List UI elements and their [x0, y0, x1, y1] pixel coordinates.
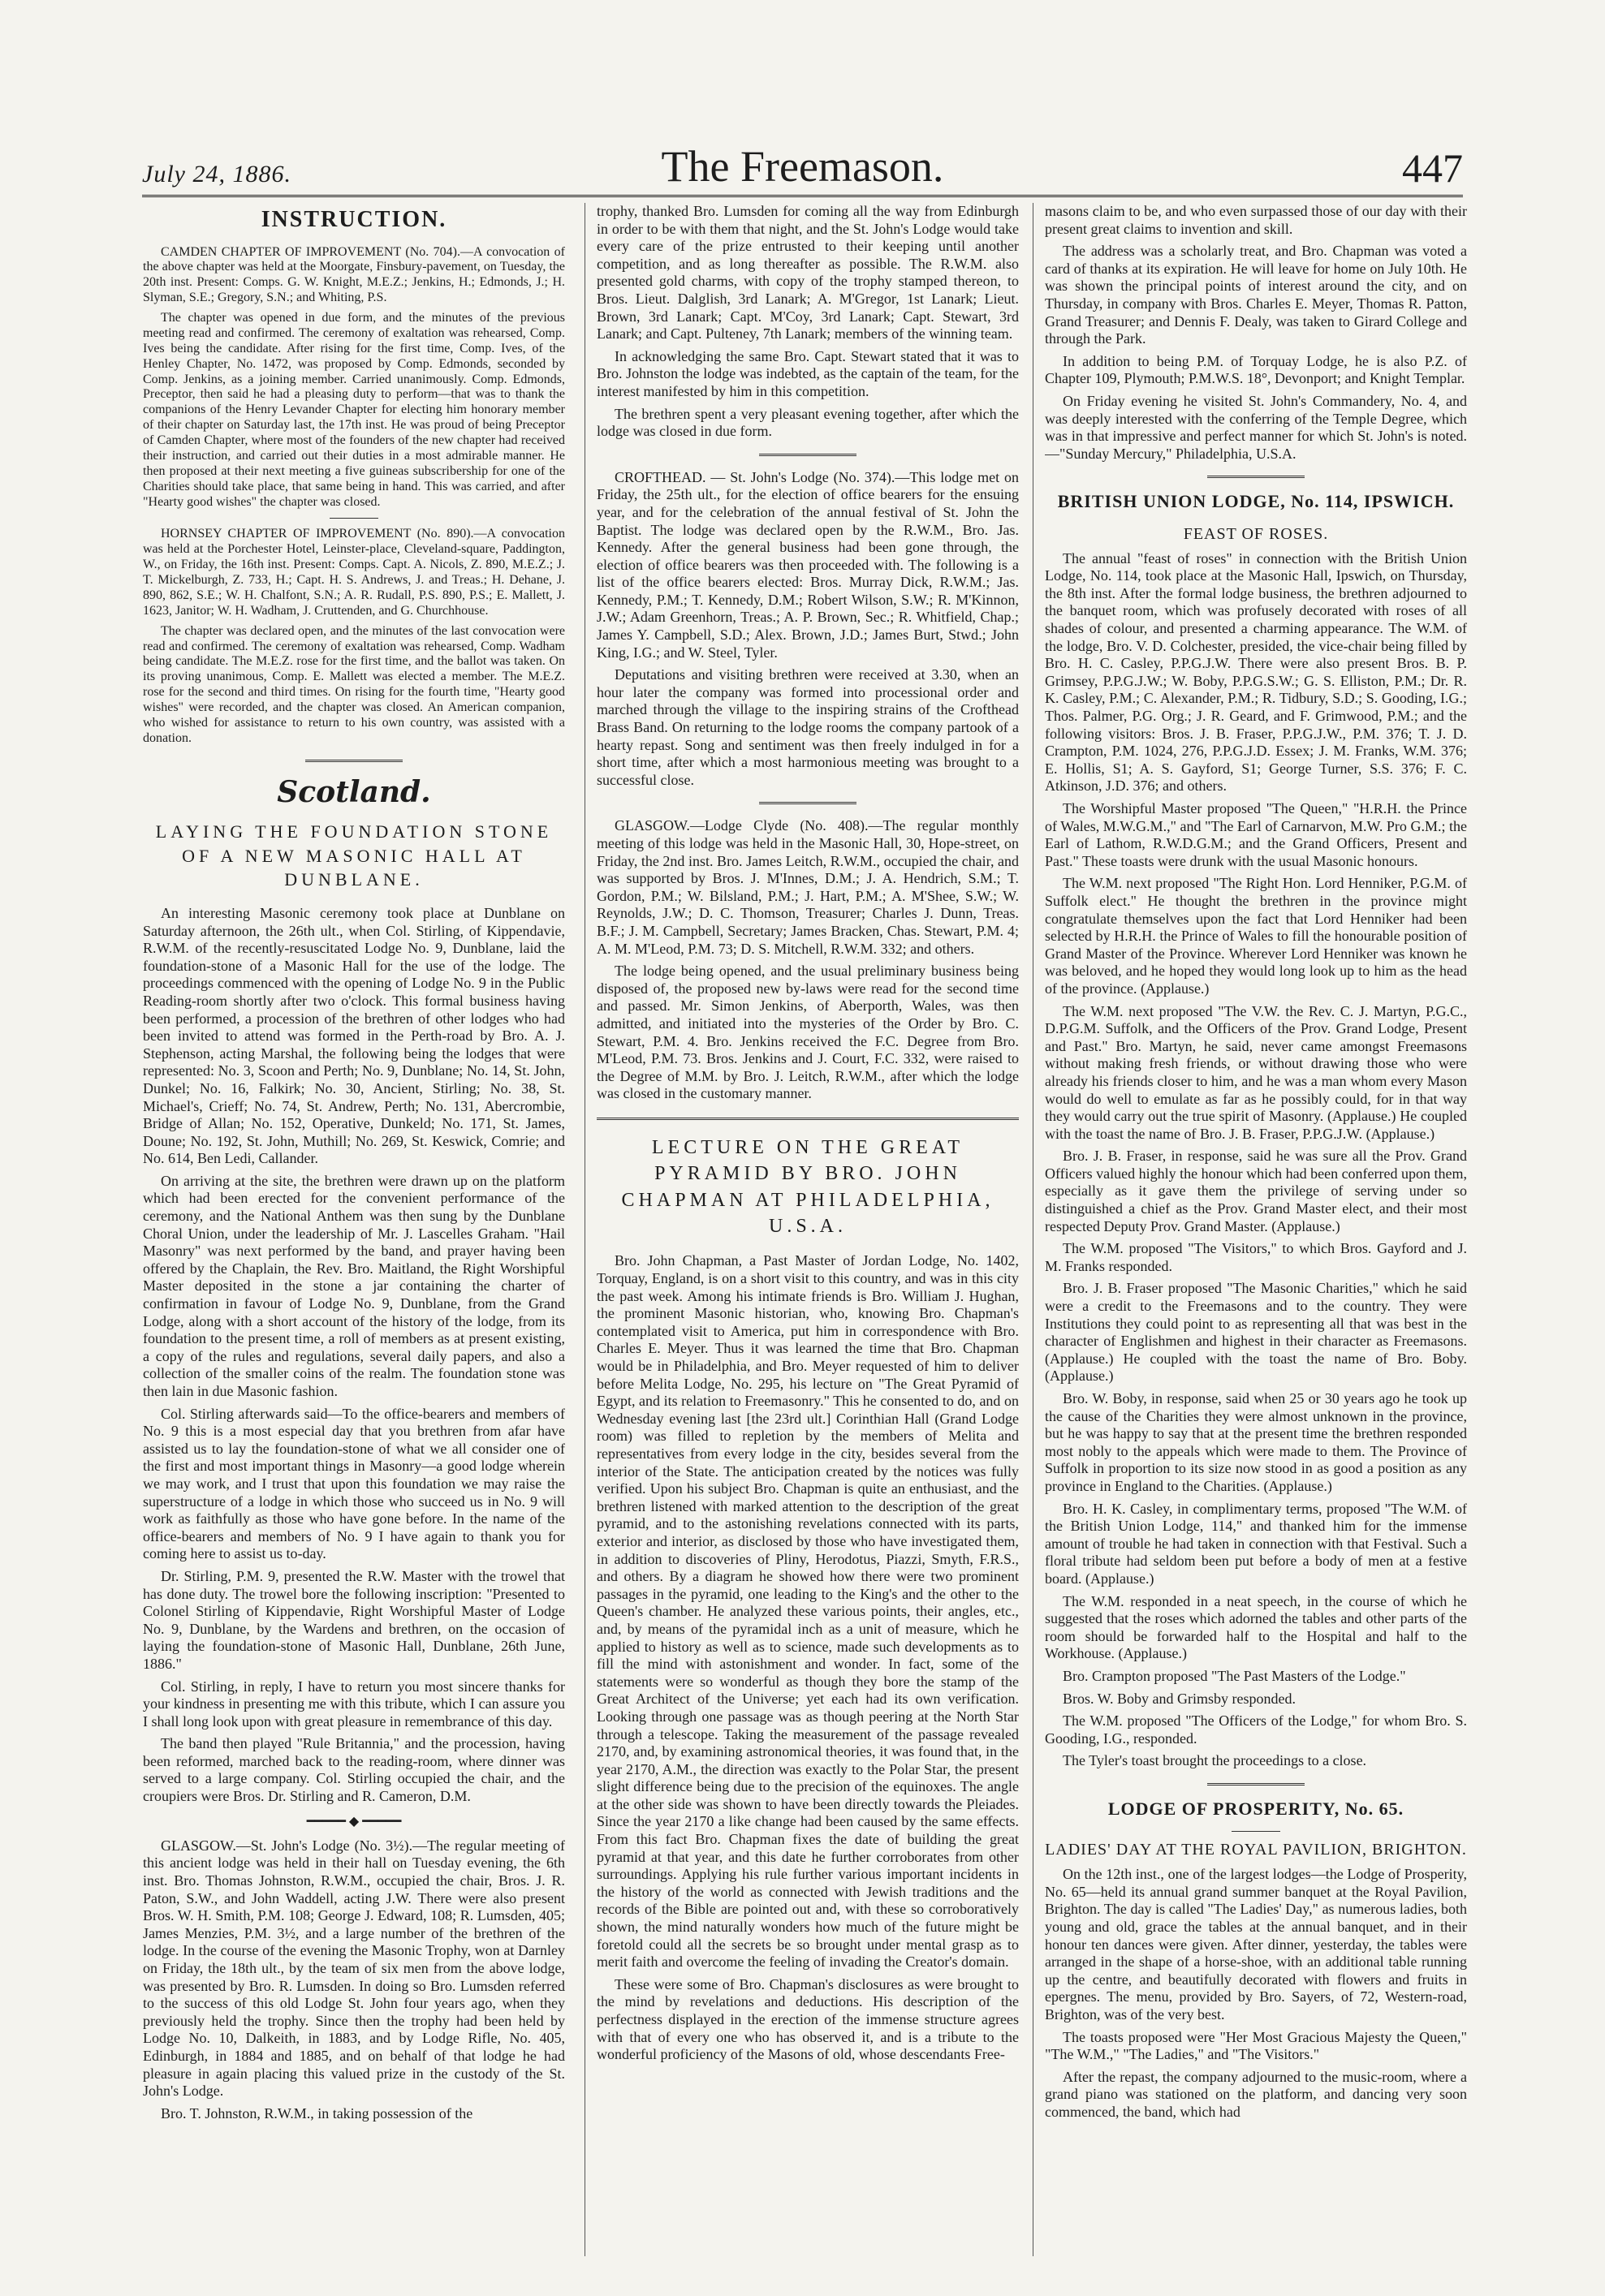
lecture-paragraph: Bro. John Chapman, a Past Master of Jordan Lodge, No. 1402, Torquay, England, is on a short visit to this country, and was in this city the past week. Among his intimate friends is Bro. William J. Hughan, the prominent Masonic historian, who, knowing Bro. Chapman's contemplated visit to America, put him in correspondence with Bro. Charles E. Meyer. Thus it was learned the time that Bro. Chapman would be in Philadelphia, and Bro. Meyer requested of him to deliver before Melita Lodge, No. 295, his lecture on "The Great Pyramid of Egypt, and its relation to Freemasonry." This he consented to do, and on Wednesday evening last [the 23rd ult.] Corinthian Hall (Grand Lodge room) was filled to repletion by the members of Melita and representatives from every lodge in the city, besides several from the interior of the State. The anticipation created by the notices was fully verified. Upon his subject Bro. Chapman is quite an enthusiast, and the brethren listened with marked attention to the description of the great pyramid, and to the astonishing revelations connected with its parts, exterior and interior, as disclosed by those who have investigated them, in addition to discoveries of Pliny, Herodotus, Piazzi, Smyth, F.R.S., and others. By a diagram he showed how there were two prominent passages in the pyramid, one leading to the King's and the other to the Queen's chamber. He analyzed these various points, their angles, etc., and, by means of the pyramidal inch as a unit of measure, which he applied to history as well as to science, made such developments as to fill the mind with astonishment and wonder. In fact, some of the statements were so wonderful as though they bore the stamp of the Great Architect of the Universe; yet each had its own verification. Looking through one passage was as though peering at the North Star through a telescope. Taking the measurement of the passage revealed 2170, and, by examining astronomical theories, it was found that, in the year 2170, A.M., the direction was exactly to the Polar Star, the present slight difference being due to the precision of the equinoxes. The angle at the other side was shown to have been directly towards the Pleiades. Since the year 2170 a like change had been caused by the same effects. From this fact Bro. Chapman fixes the date of building the great pyramid at that year, and this date he further corroborates from other surroundings. Applying his rule further various important incidents in the history of the world as connected with Jewish traditions and the records of the Bible are pointed out and, with these so corroboratively shown, the mind naturally wonders how much of the future might be foretold could all the secrets be so brought under mental grasp as to merit faith and overcome the feeling of invading the Creator's domain.: [597, 1252, 1019, 1971]
prosperity-paragraph: The toasts proposed were "Her Most Gracious Majesty the Queen," "The W.M.," "The Ladies," and "The Visitors.": [1045, 2028, 1467, 2063]
dunblane-paragraph: Dr. Stirling, P.M. 9, presented the R.W. Master with the trowel that has done duty. The trowel bore the following inscription: "Presented to Colonel Stirling of Kippendavie, Right Worshipful Master of Lodge No. 9, Dunblane, by the Wardens and brethren, on the occasion of laying the foundation-stone of Masonic Hall, Dunblane, 26th June, 1886.": [143, 1567, 565, 1672]
lecture-continued: In addition to being P.M. of Torquay Lodge, he is also P.Z. of Chapter 109, Plymouth; P.M.W.S. 18°, Devonport; and Knight Templar.: [1045, 352, 1467, 387]
page-number: 447: [1402, 145, 1463, 191]
issue-date: July 24, 1886.: [142, 161, 291, 187]
masthead: [142, 138, 1463, 197]
trophy-paragraph: trophy, thanked Bro. Lumsden for coming all the way from Edinburgh in order to be with them that night, and the St. John's Lodge would take every care of the prize entrusted to their keeping until another competition, and as long thereafter as possible. The R.W.M. also presented gold charms, with copy of the trophy stamped thereon, to Bros. Lieut. Dalglish, 3rd Lanark; A. M'Gregor, 1st Lanark; Lieut. Brown, 3rd Lanark; Capt. M'Coy, 3rd Lanark; Capt. Stewart, 3rd Lanark; and Capt. Pulteney, 7th Lanark; members of the winning team.: [597, 203, 1019, 342]
glasgow-clyde-report: GLASGOW.—Lodge Clyde (No. 408).—The regular monthly meeting of this lodge was held in the Masonic Hall, 30, Hope-street, on Friday, the 2nd inst. Bro. James Leitch, R.W.M., occupied the chair, and was supported by Bros. J. M'Innes, D.M.; J. A. Hendrich, S.M.; T. Gordon, P.M.; W. Bilsland, P.M.; J. Hart, P.M.; A. M'Shee, S.W.; W. Reynolds, J.W.; D. C. Thomson, Treasurer; Charles J. Dunn, Treas. B.F.; J. M. Campbell, Secretary; James Bracken, Chas. Stewart, P.M. 4; A. M. M'Leod, P.M. 73; D. S. Mitchell, R.W.M. 332; and others.: [597, 817, 1019, 957]
lecture-paragraph: These were some of Bro. Chapman's disclosures as were brought to the mind by revelations and deductions. His description of the perfectness displayed in the erection of the immense structure agrees with that of every one who has observed it, and is a tribute to the wonderful proficiency of the Masons of old, whose descendants Free-: [597, 1975, 1019, 2063]
camden-report-body: The chapter was opened in due form, and the minutes of the previous meeting read and confirmed. The ceremony of exaltation was rehearsed, Comp. Ives being the candidate. After rising for the first time, Comp. Ives, of the Henley Chapter, No. 1472, was proposed by Comp. Edmonds, seconded by Comp. Jenkins, as a joining member. Carried unanimously. Comp. Edmonds, Preceptor, then said he had a pleasing duty to perform—that was to thank the companions of the Henry Levander Chapter for electing him honorary member of their chapter on Saturday last, the 17th inst. He was proud of being Preceptor of Camden Chapter, where most of the founders of the new chapter had received their instruction, and carried out their duties in a most admirable manner. He then proposed at their next meeting a five guineas subscribership for one of the Charities should take place, that same being in hand. This was carried, and after "Hearty good wishes" the chapter was closed.: [143, 311, 565, 509]
glasgow-st-johns-report: GLASGOW.—St. John's Lodge (No. 3½).—The regular meeting of this ancient lodge was held in their hall on Tuesday evening, the 6th inst. Bro. Thomas Johnston, R.W.M., occupied the chair, Bros. J. R. Paton, S.W., and John Waddell, acting J.W. There were also present Bros. W. H. Smith, P.M. 108; George J. Edward, 108; R. Lumsden, 405; James Menzies, P.M. 3½, and a large number of the brethren of the lodge. In the course of the evening the Masonic Trophy, won at Darnley on Friday, the 18th ult., by the team of six men from the above lodge, was presented by Bro. R. Lumsden. In doing so Bro. Lumsden referred to the success of this old Lodge St. John four years ago, when they previously held the trophy. Since then the trophy had been held by Lodge No. 10, Dalkeith, in 1883, and by Lodge Rifle, No. 405, Edinburgh, in 1884 and 1885, and on behalf of that lodge he had pleasure in again placing this valued prize in the custody of the St. John's Lodge.: [143, 1837, 565, 2100]
british-union-heading: BRITISH UNION LODGE, No. 114, IPSWICH.: [1057, 491, 1455, 512]
lecture-heading: LECTURE ON THE GREAT PYRAMID BY BRO. JOHN CHAPMAN AT PHILADELPHIA, U.S.A.: [621, 1136, 994, 1238]
trophy-paragraph: In acknowledging the same Bro. Capt. Stewart stated that it was to Bro. Johnston the lodge was indebted, as the captain of the team, for the interest manifested by him in this competition.: [597, 347, 1019, 399]
british-union-paragraph: The W.M. proposed "The Officers of the Lodge," for whom Bro. S. Gooding, I.G., responded.: [1045, 1712, 1467, 1747]
ladies-day-subheading: LADIES' DAY AT THE ROYAL PAVILION, BRIGHTON.: [1045, 1841, 1467, 1859]
lecture-continued: masons claim to be, and who even surpassed those of our day with their present great claims to invention and skill.: [1045, 203, 1467, 237]
dunblane-paragraph: An interesting Masonic ceremony took place at Dunblane on Saturday afternoon, the 26th ult., when Col. Stirling, of Kippendavie, R.W.M. of the recently-resuscitated Lodge No. 9, Dunblane, laid the foundation-stone of a Masonic Hall for the use of the lodge. The proceedings commenced with the opening of Lodge No. 9 in the Public Reading-room shortly after two o'clock. This formal business having been performed, a procession of the brethren of other lodges who had been invited to attend was formed in the Perth-road by Bro. A. J. Stephenson, acting Marshal, the following being the lodges that were represented: No. 3, Scoon and Perth; No. 9, Dunblane; No. 14, St. John, Dunkel; No. 16, Falkirk; No. 30, Ancient, Stirling; No. 38, St. Michael's, Crieff; No. 74, St. Andrew, Perth; No. 131, Abercrombie, Bridge of Allan; No. 152, Operative, Dunkeld; No. 171, St. James, Doune; No. 192, St. John, Muthill; No. 269, St. Keswick, Comrie; and No. 614, Ben Ledi, Callander.: [143, 904, 565, 1167]
divider: [330, 518, 378, 519]
dunblane-paragraph: On arriving at the site, the brethren were drawn up on the platform which had been erected for the convenient performance of the ceremony, and the National Anthem was then sung by the Dunblane Choral Union, under the leadership of Mr. J. Lascelles Graham. "Hail Masonry" was next performed by the band, and prayer having been offered by the Chaplain, the Rev. Bro. Maitland, the Right Worshipful Master deposited in the stone a jar containing the charter of confirmation in favour of Lodge No. 9, Dunblane, from the Grand Lodge, along with a short account of the history of the lodge, from its foundation to the present time, a roll of members as at present existing, a copy of the rules and regulations, several daily papers, and also a collection of the smaller coins of the realm. The foundation stone was then lain in due Masonic fashion.: [143, 1172, 565, 1399]
divider: [1207, 476, 1305, 478]
dunblane-heading: LAYING THE FOUNDATION STONE OF A NEW MASONIC HALL AT DUNBLANE.: [155, 821, 553, 890]
column-2: [597, 203, 1019, 2281]
column-3: [1045, 203, 1467, 2281]
glasgow-st-johns-continued: Bro. T. Johnston, R.W.M., in taking possession of the: [161, 2104, 473, 2122]
crofthead-report-body: Deputations and visiting brethren were received at 3.30, when an hour later the company was formed into processional order and marched through the village to the inspiring strains of the Crofthead Brass Band. On returning to the lodge rooms the company partook of a hearty repast. Song and sentiment was then freely indulged in for a short time, after which a most harmonious meeting was brought to a successful close.: [597, 666, 1019, 788]
british-union-paragraph: Bros. W. Boby and Grimsby responded.: [1063, 1690, 1296, 1707]
prosperity-paragraph: After the repast, the company adjourned to the music-room, where a grand piano was stationed on the platform, and dancing very soon commenced, the band, which had: [1045, 2068, 1467, 2120]
divider: [305, 760, 403, 762]
british-union-paragraph: The annual "feast of roses" in connection with the British Union Lodge, No. 114, took place at the Masonic Hall, Ipswich, on Thursday, the 8th inst. After the formal lodge business, the brethren adjourned to the banquet room, which was profusely decorated with roses of all shades of colour, and presented a charming appearance. The W.M. of the lodge, Bro. V. D. Colchester, presided, the vice-chair being filled by Bro. H. C. Casley, P.P.G.J.W. There were also present Bros. B. P. Grimsey, P.P.G.J.W.; W. Boby, P.P.G.S.W.; G. S. Elliston, P.M.; Dr. R. K. Casley, P.M.; C. Alexander, P.M.; R. Tidbury, S.D.; S. Gooding, I.G.; Thos. Palmer, P.G. Org.; J. R. Geard, and F. Grimwood, P.M.; and the following visitors: Bros. J. B. Fraser, P.P.G.J.W., P.M. 376; T. J. D. Crampton, P.M. 1024, 276, P.P.G.J.D. Essex; J. M. Franks, W.M. 376; E. Hollis, S1; A. S. Gayford, S1; George Turner, S.S. 376; F. C. Atkinson, J.D. 376; and others.: [1045, 549, 1467, 795]
camden-report: CAMDEN CHAPTER OF IMPROVEMENT (No. 704).—A convocation of the above chapter was held at the Moorgate, Finsbury-pavement, on Tuesday, the 20th inst. Present: Comps. G. W. Knight, M.E.Z.; Jenkins, H.; Edmonds, J.; H. Slyman, S.E.; Gregory, S.N.; and Whiting, P.S.: [143, 244, 565, 305]
instruction-heading: INSTRUCTION.: [261, 207, 447, 232]
column-1: [143, 203, 565, 2281]
glasgow-clyde-report-body: The lodge being opened, and the usual preliminary business being disposed of, the proposed new by-laws were read for the second time and passed. Mr. Simon Jenkins, of Aberporth, Wales, was then admitted, and initiated into the mysteries of the Order by Bro. C. Stewart, P.M. 4. Bro. Jenkins received the F.C. Degree from Bro. M'Leod, P.M. 73. Bros. Jenkins and J. Court, F.C. 332, were raised to the Degree of M.M. by Bro. J. Leitch, R.W.M., after which the lodge was closed in the customary manner.: [597, 963, 1019, 1102]
scotland-heading: Scotland.: [277, 774, 431, 809]
british-union-paragraph: Bro. J. B. Fraser proposed "The Masonic Charities," which he said were a credit to the Freemasons and to the country. They were Institutions they could point to as representing all that was best in the character of Englishmen and highest in their character as Freemasons. (Applause.) He coupled with the toast the name of Bro. Boby. (Applause.): [1045, 1280, 1467, 1385]
british-union-paragraph: Bro. Crampton proposed "The Past Masters of the Lodge.": [1063, 1667, 1406, 1684]
british-union-paragraph: The Worshipful Master proposed "The Queen," "H.R.H. the Prince of Wales, M.W.G.M.," and "The Earl of Carnarvon, M.W. Pro G.M.; the Earl of Lathom, R.W.D.G.M.; and the Grand Officers, Present and Past." These toasts were drunk with the usual Masonic honours.: [1045, 800, 1467, 869]
prosperity-paragraph: On the 12th inst., one of the largest lodges—the Lodge of Prosperity, No. 65—held its annual grand summer banquet at the Royal Pavilion, Brighton. The day is called "The Ladies' Day," as numerous ladies, both young and old, grace the tables at the annual banquet, and in their honour ten dances were given. After dinner, yesterday, the tables were arranged in the shape of a horse-shoe, with an additional table running up the centre, and beautifully decorated with flowers and fruits in epergnes. The menu, provided by Bro. Sayers, of 72, Western-road, Brighton, was of the very best.: [1045, 1866, 1467, 2023]
british-union-paragraph: Bro. J. B. Fraser, in response, said he was sure all the Prov. Grand Officers valued highly the honour which had been conferred upon them, especially as it gave them the privilege of serving under so distinguished a chief as the Prov. Grand Master elect, and their most respected Deputy Prov. Grand Master. (Applause.): [1045, 1148, 1467, 1234]
hornsey-report-body: The chapter was declared open, and the minutes of the last convocation were read and confirmed. The ceremony of exaltation was rehearsed, Comp. Wadham being candidate. The M.E.Z. rose for the first time, and the ballot was taken. On its proving unanimous, Comp. E. Mallett was elected a member. The M.E.Z. rose for the second and third times. On rising for the fourth time, "Hearty good wishes" were recorded, and the chapter was closed. An American companion, who wished for assistance to return to his own country, was assisted with a donation.: [143, 623, 565, 745]
british-union-paragraph: The W.M. proposed "The Visitors," to which Bros. Gayford and J. M. Franks responded.: [1045, 1240, 1467, 1274]
divider: [1232, 1831, 1280, 1832]
dunblane-paragraph: Col. Stirling afterwards said—To the office-bearers and members of No. 9 this is a most especial day that you brethren from afar have assisted us to lay the foundation-stone of what we all consider one of the first and most important things in Masonry—a good lodge wherein we may work, and I trust that upon this foundation we may raise the superstructure of a lodge in which those who succeed us in No. 9 will work as faithfully as those who have gone before. In the name of the office-bearers and members of No. 9 I have again to thank you for coming here to assist us to-day.: [143, 1405, 565, 1562]
british-union-paragraph: Bro. W. Boby, in response, said when 25 or 30 years ago he took up the cause of the Charities they were almost unknown in the province, but he was happy to say that at the present time the brethren responded most nobly to the appeals which were made to them. The Province of Suffolk in proportion to its size now stood in as good a position as any province in England to the Charities. (Applause.): [1045, 1390, 1467, 1494]
trophy-paragraph: The brethren spent a very pleasant evening together, after which the lodge was closed in due form.: [597, 405, 1019, 440]
divider: [1207, 1783, 1305, 1786]
diamond-divider: ━━━━━ ◆ ━━━━━: [306, 1814, 402, 1829]
divider: [759, 454, 856, 456]
british-union-paragraph: The W.M. next proposed "The V.W. the Rev. C. J. Martyn, P.G.C., D.P.G.M. Suffolk, and the Officers of the Prov. Grand Lodge, Present and Past." Bro. Martyn, he said, never came amongst Freemasons without making fresh friends, or without drawing those who were already his friends closer to him, and he was a man whom every Mason would do well to emulate as far as he possibly could, for in that way they would carry out the true spirit of Masonry. (Applause.) He coupled with the toast the name of Bro. J. B. Fraser, P.P.G.J.W. (Applause.): [1045, 1002, 1467, 1142]
lecture-continued: On Friday evening he visited St. John's Commandery, No. 4, and was deeply interested with the conferring of the Temple Degree, which was in that impressive and perfect manner for which St. John's is noted.—"Sunday Mercury," Philadelphia, U.S.A.: [1045, 392, 1467, 462]
dunblane-paragraph: Col. Stirling, in reply, I have to return you most sincere thanks for your kindness in presenting me with this tribute, which I can assure you I shall long look upon with great pleasure in remembrance of this day.: [143, 1678, 565, 1730]
prosperity-heading: LODGE OF PROSPERITY, No. 65.: [1107, 1798, 1404, 1819]
crofthead-report: CROFTHEAD. — St. John's Lodge (No. 374).—This lodge met on Friday, the 25th ult., for the election of office bearers for the ensuing year, and for the celebration of the annual festival of St. John the Baptist. The lodge was declared open by the R.W.M., Bro. Jas. Kennedy. After the general business had been gone through, the election of office bearers was then proceeded with. The following is a list of the office bearers elected: Bros. Murray Dick, R.W.M.; Jas. Kennedy, P.M.; T. Kennedy, D.M.; Robert Wilson, S.W.; R. M'Kinnon, J.W.; Adam Greenhorn, Treas.; A. P. Brown, Sec.; R. Whitfield, Chap.; James Y. Campbell, S.D.; Alex. Brown, J.D.; James Burt, Stwd.; John King, I.G.; and W. Steel, Tyler.: [597, 468, 1019, 661]
publication-title: The Freemason.: [661, 142, 944, 191]
hornsey-report: HORNSEY CHAPTER OF IMPROVEMENT (No. 890).—A convocation was held at the Porchester Hotel, Leinster-place, Cleveland-square, Paddington, W., on Friday, the 16th inst. Present: Comps. Capt. A. Nicols, Z. 890, M.E.Z.; J. T. Mickelburgh, Z. 733, H.; Capt. H. S. Andrews, J. and Treas.; H. Dehane, J. 890, 862, S.E.; W. H. Chalfont, S.N.; A. R. Rudall, P.S. 890, P.S.; E. Mallett, J. 1623, Janitor; W. H. Wadham, J. Cruttenden, and G. Churchhouse.: [143, 527, 565, 618]
divider: [597, 1118, 1019, 1120]
british-union-paragraph: The Tyler's toast brought the proceedings to a close.: [1063, 1752, 1367, 1769]
lecture-continued: The address was a scholarly treat, and Bro. Chapman was voted a card of thanks at its expiration. He will leave for home on July 10th. He was shown the principal points of interest around the city, and on Thursday, in company with Bros. Charles E. Meyer, Thomas R. Patton, Grand Treasurer; and Dennis F. Dealy, was taken to Girard College and through the Park.: [1045, 243, 1467, 347]
british-union-paragraph: Bro. H. K. Casley, in complimentary terms, proposed "The W.M. of the British Union Lodge, 114," and thanked him for the immense amount of trouble he had taken in connection with that Festival. Such a floral tribute had seldom been put before a body of men at a festive board. (Applause.): [1045, 1500, 1467, 1587]
dunblane-paragraph: The band then played "Rule Britannia," and the procession, having been reformed, marched back to the reading-room, where dinner was served to a large company. Col. Stirling occupied the chair, and the croupiers were Bros. Dr. Stirling and R. Cameron, D.M.: [143, 1735, 565, 1805]
british-union-paragraph: The W.M. next proposed "The Right Hon. Lord Henniker, P.G.M. of Suffolk elect." He thought the brethren in the province might congratulate themselves upon the fact that Lord Henniker had been selected by H.R.H. the Prince of Wales to fill the honourable position of Grand Master of the Province. Wherever Lord Henniker was known he was beloved, and he hoped they would long look up to him as the head of the province. (Applause.): [1045, 875, 1467, 997]
british-union-paragraph: The W.M. responded in a neat speech, in the course of which he suggested that the roses which adorned the tables and other parts of the room should be forwarded half to the Hospital and half to the Workhouse. (Applause.): [1045, 1592, 1467, 1662]
feast-of-roses-subheading: FEAST OF ROSES.: [1183, 524, 1329, 543]
divider: [759, 802, 856, 804]
